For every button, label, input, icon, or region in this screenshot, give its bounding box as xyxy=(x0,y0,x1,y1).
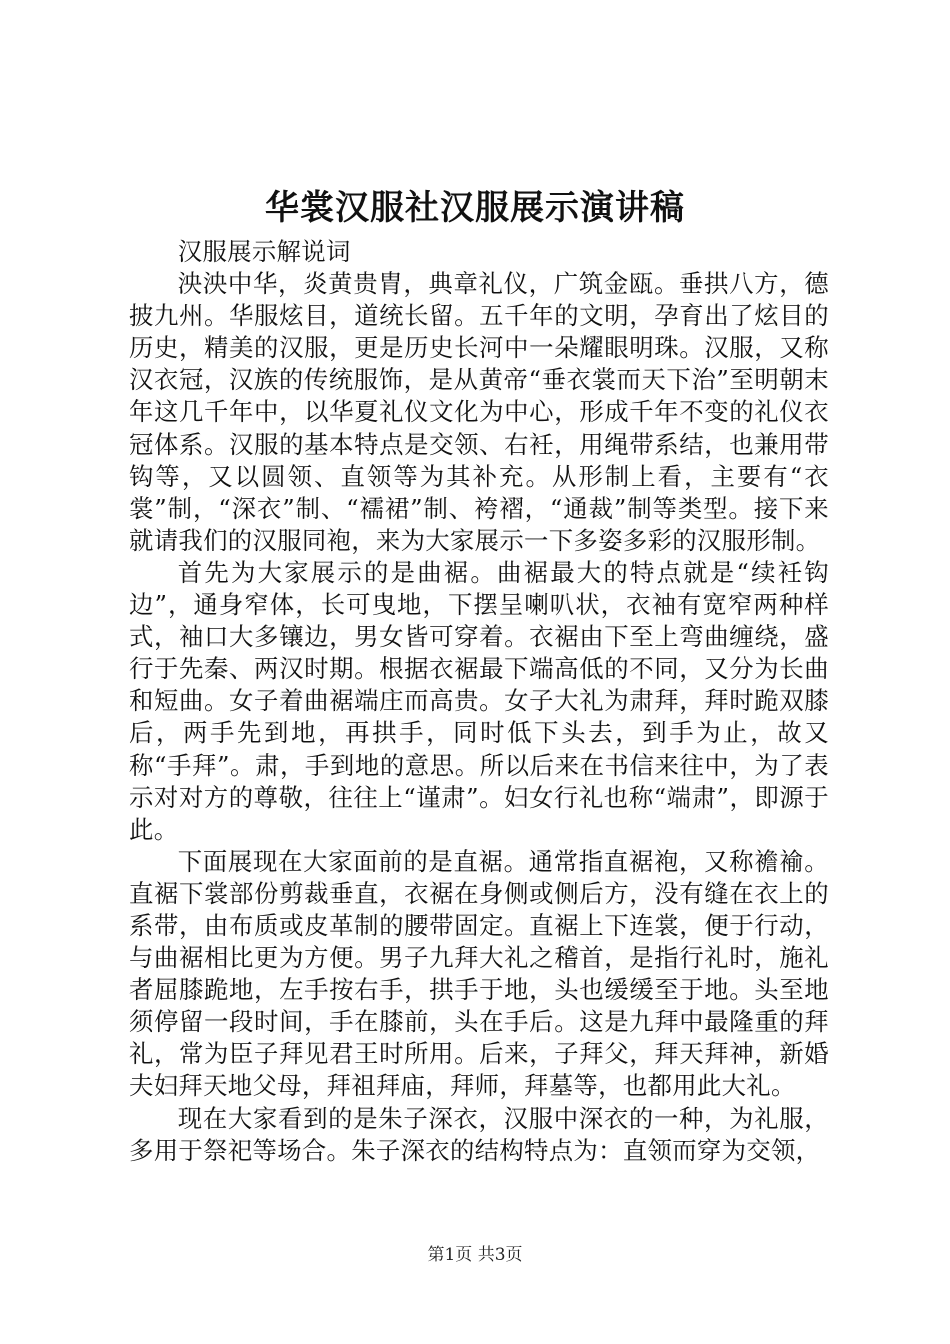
page-footer: 第1页 共3页 xyxy=(427,1245,523,1265)
paragraph-quju: 首先为大家展示的是曲裾。曲裾最大的特点就是“续衽钩边”，通身窄体，长可曳地，下摆呈喇叭状，衣袖有宽窄两种样式，袖口大多镶边，男女皆可穿着。衣裾由下至上弯曲缠绕，盛行于先秦、两汉时期。根据衣裾最下端高低的不同，又分为长曲和短曲。女子着曲裾端庄而高贵。女子大礼为肃拜，拜时跪双膝后，两手先到地，再拱手，同时低下头去，到手为止，故又称“手拜”。肃，手到地的意思。所以后来在书信来往中，为了表示对对方的尊敬，往往上“谨肃”。妇女行礼也称“端肃”，即源于此。 xyxy=(129,557,829,844)
paragraph-intro: 泱泱中华，炎黄贵胄，典章礼仪，广筑金瓯。垂拱八方，德披九州。华服炫目，道统长留。五千年的文明，孕育出了炫目的历史，精美的汉服，更是历史长河中一朵耀眼明珠。汉服，又称汉衣冠，汉族的传统服饰，是从黄帝“垂衣裳而天下治”至明朝末年这几千年中，以华夏礼仪文化为中心，形成千年不变的礼仪衣冠体系。汉服的基本特点是交领、右衽，用绳带系结，也兼用带钩等，又以圆领、直领等为其补充。从形制上看，主要有“衣裳”制，“深衣”制、“襦裙”制、袴褶，“通裁”制等类型。接下来就请我们的汉服同袍，来为大家展示一下多姿多彩的汉服形制。 xyxy=(129,269,829,555)
paragraph-zhuzi-shenyi: 现在大家看到的是朱子深衣，汉服中深衣的一种，为礼服，多用于祭祀等场合。朱子深衣的结构特点为：直领而穿为交领， xyxy=(129,1103,829,1165)
paragraph-zhiju: 下面展现在大家面前的是直裾。通常指直裾袍，又称襜褕。直裾下裳部份剪裁垂直，衣裾在身侧或侧后方，没有缝在衣上的系带，由布质或皮革制的腰带固定。直裾上下连裳，便于行动，与曲裾相比更为方便。男子九拜大礼之稽首，是指行礼时，施礼者屈膝跪地，左手按右手，拱手于地，头也缓缓至于地。头至地须停留一段时间，手在膝前，头在手后。这是九拜中最隆重的拜礼，常为臣子拜见君王时所用。后来，子拜父，拜天拜神，新婚夫妇拜天地父母，拜祖拜庙，拜师，拜墓等，也都用此大礼。 xyxy=(129,846,829,1101)
document-title: 华裳汉服社汉服展示演讲稿 xyxy=(265,188,685,228)
document-body xyxy=(129,236,829,1167)
subtitle-line: 汉服展示解说词 xyxy=(177,237,351,266)
